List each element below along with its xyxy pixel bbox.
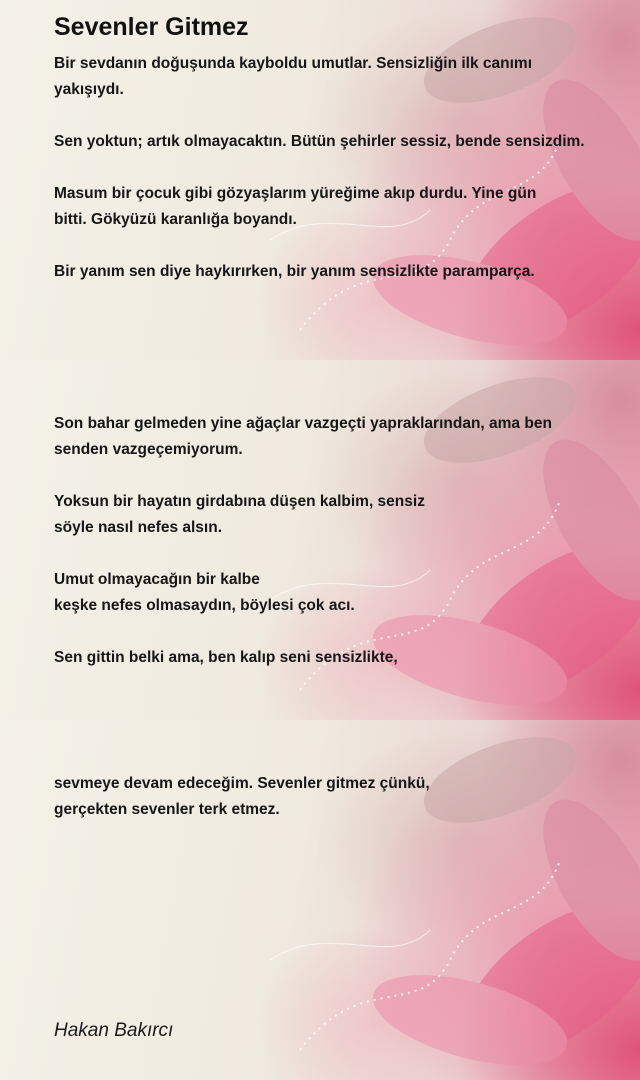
poem-panel-3 xyxy=(0,720,640,1080)
poem-stanza: Bir yanım sen diye haykırırken, bir yanım sensizlikte paramparça. xyxy=(54,263,535,280)
poem-stanza: Son bahar gelmeden yine ağaçlar vazgeçti yapraklarından, ama ben senden vazgeçemiyorum. xyxy=(54,415,552,458)
poem-panel-2 xyxy=(0,360,640,720)
poem-title: Sevenler Gitmez xyxy=(54,13,249,41)
poem-panel-1 xyxy=(0,0,640,360)
poem-stanza: Yoksun bir hayatın girdabına düşen kalbim, sensiz söyle nasıl nefes alsın. xyxy=(54,493,425,536)
poem-stanza: Masum bir çocuk gibi gözyaşlarım yüreğime akıp durdu. Yine gün bitti. Gökyüzü karanlığa boyandı. xyxy=(54,185,537,228)
poem-stanza: Sen gittin belki ama, ben kalıp seni sensizlikte, xyxy=(54,649,398,666)
poem-stanza: sevmeye devam edeceğim. Sevenler gitmez çünkü, gerçekten sevenler terk etmez. xyxy=(54,775,430,818)
poem-stanza: Sen yoktun; artık olmayacaktın. Bütün şehirler sessiz, bende sensizdim. xyxy=(54,133,585,150)
poem-author: Hakan Bakırcı xyxy=(54,1020,174,1041)
poem-stanza: Bir sevdanın doğuşunda kayboldu umutlar. Sensizliğin ilk canımı yakışıydı. xyxy=(54,55,533,98)
poem-stanza: Umut olmayacağın bir kalbe keşke nefes olmasaydın, böylesi çok acı. xyxy=(54,571,355,614)
